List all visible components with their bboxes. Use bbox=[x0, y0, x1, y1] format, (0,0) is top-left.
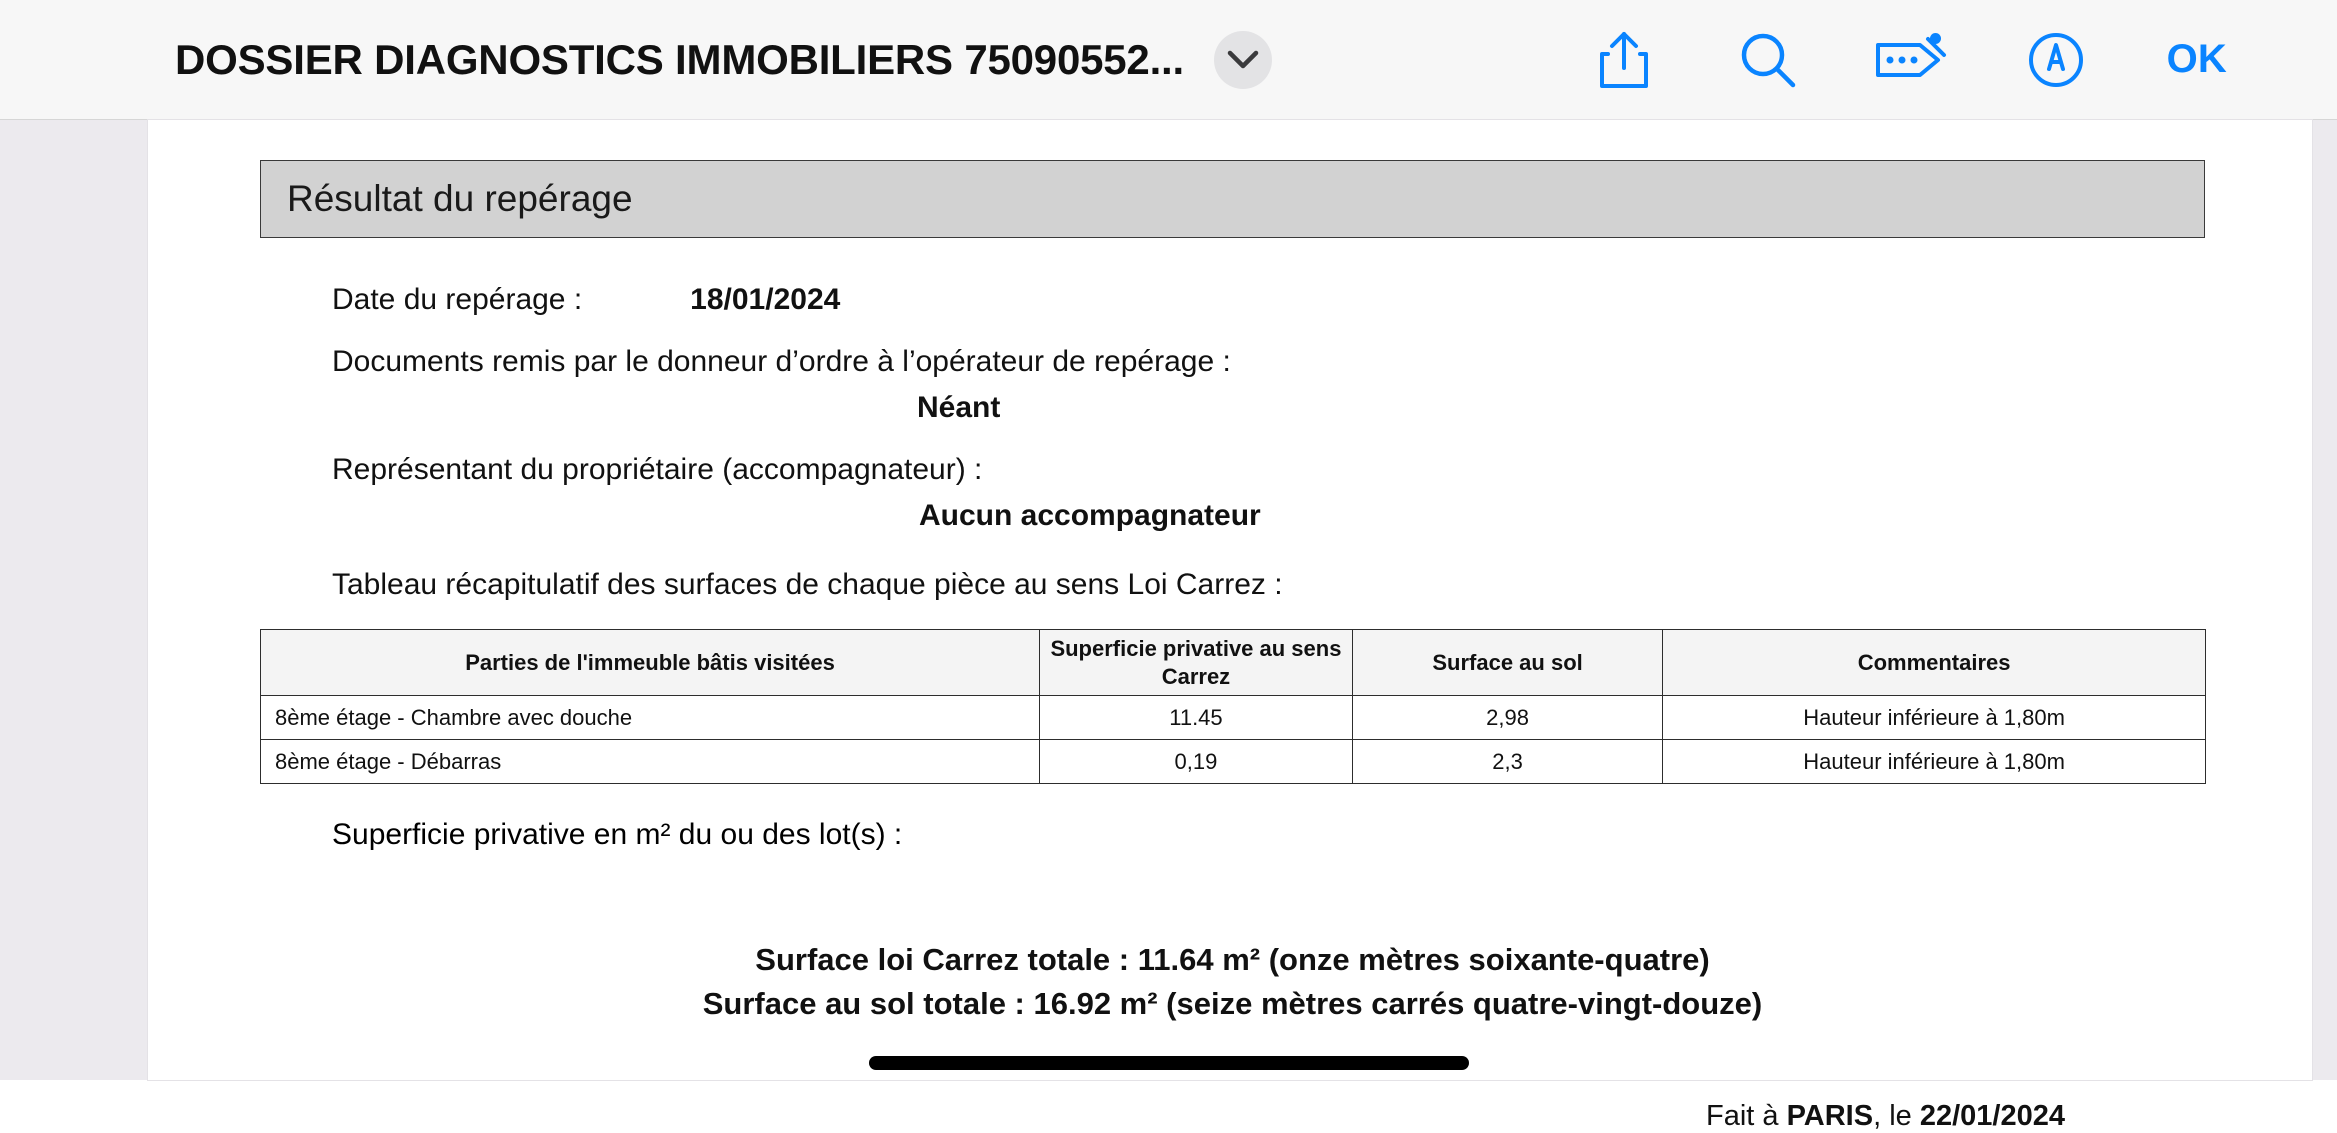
field-label: Représentant du propriétaire (accompagnateur) : bbox=[332, 452, 983, 486]
field-label: Documents remis par le donneur d’ordre à l’opérateur de repérage : bbox=[332, 344, 1231, 378]
signature-city: PARIS bbox=[1786, 1100, 1874, 1133]
field-documents-remis bbox=[332, 342, 2205, 428]
column-header-parties: Parties de l'immeuble bâtis visitées bbox=[261, 630, 1040, 696]
cell-superficie: 0,19 bbox=[1040, 740, 1353, 784]
cell-superficie: 11.45 bbox=[1040, 696, 1353, 740]
total-carrez: Surface loi Carrez totale : 11.64 m² (onze mètres soixante-quatre) bbox=[755, 942, 1710, 978]
document-content bbox=[260, 120, 2205, 1133]
cell-commentaire: Hauteur inférieure à 1,80m bbox=[1663, 740, 2206, 784]
top-toolbar bbox=[0, 0, 2337, 120]
table-row bbox=[261, 696, 2206, 740]
cell-partie: 8ème étage - Débarras bbox=[261, 740, 1040, 784]
markup-pen-icon[interactable] bbox=[1879, 27, 1945, 93]
annotate-circle-icon[interactable] bbox=[2023, 27, 2089, 93]
column-header-superficie-carrez: Superficie privative au sens Carrez bbox=[1040, 630, 1353, 696]
field-label: Date du repérage : bbox=[332, 283, 583, 316]
signature-middle: , le bbox=[1873, 1100, 1920, 1133]
field-value: Néant bbox=[917, 390, 1001, 424]
document-title: DOSSIER DIAGNOSTICS IMMOBILIERS 75090552... bbox=[175, 35, 1184, 83]
ok-button[interactable]: OK bbox=[2166, 37, 2227, 81]
share-icon[interactable] bbox=[1591, 27, 1657, 93]
signature-date: 22/01/2024 bbox=[1919, 1100, 2065, 1133]
search-icon[interactable] bbox=[1735, 27, 1801, 93]
column-header-surface-sol: Surface au sol bbox=[1352, 630, 1662, 696]
document-viewport[interactable] bbox=[0, 120, 2337, 1133]
column-header-commentaires: Commentaires bbox=[1663, 630, 2206, 696]
markup-badge-dot bbox=[1930, 33, 1941, 44]
cell-surface-sol: 2,3 bbox=[1352, 740, 1662, 784]
document-page bbox=[148, 120, 2312, 1133]
cell-commentaire: Hauteur inférieure à 1,80m bbox=[1663, 696, 2206, 740]
section-header: Résultat du repérage bbox=[260, 160, 2205, 238]
table-header-row bbox=[261, 630, 2206, 696]
superficie-privative-text: Superficie privative en m² du ou des lot(s) : bbox=[332, 818, 903, 852]
table-row bbox=[261, 740, 2206, 784]
total-surface-sol: Surface au sol totale : 16.92 m² (seize mètres carrés quatre-vingt-douze) bbox=[702, 986, 1763, 1022]
toolbar-actions bbox=[1591, 27, 2337, 93]
cell-partie: 8ème étage - Chambre avec douche bbox=[261, 696, 1040, 740]
field-value: Aucun accompagnateur bbox=[919, 498, 1261, 532]
cell-surface-sol: 2,98 bbox=[1352, 696, 1662, 740]
chevron-down-icon[interactable] bbox=[1214, 31, 1272, 89]
totals-block bbox=[260, 938, 2205, 1026]
field-representant bbox=[332, 450, 2205, 536]
field-list bbox=[260, 280, 2205, 605]
carrez-table bbox=[260, 629, 2206, 784]
signature-prefix: Fait à bbox=[1706, 1100, 1787, 1133]
field-date-reperage bbox=[332, 280, 2205, 320]
field-value: 18/01/2024 bbox=[690, 283, 841, 316]
table-intro-text: Tableau récapitulatif des surfaces de chaque pièce au sens Loi Carrez : bbox=[332, 568, 1283, 602]
signature-line bbox=[260, 1100, 2205, 1133]
home-indicator bbox=[869, 1056, 1469, 1070]
